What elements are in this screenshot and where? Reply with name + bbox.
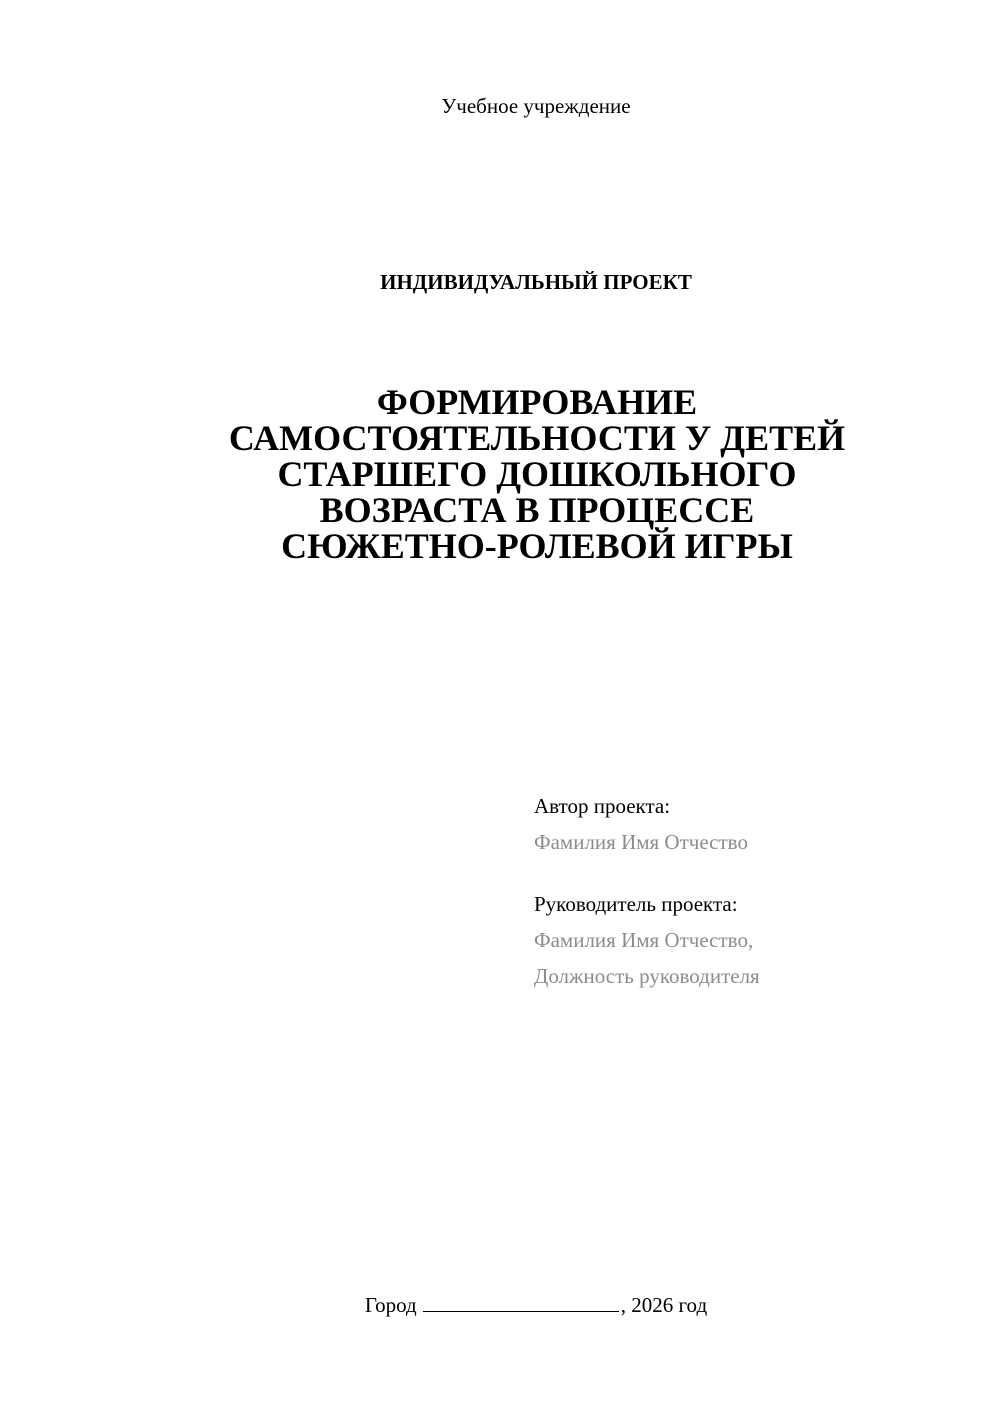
- project-title: [172, 384, 902, 564]
- credits-block: [534, 788, 974, 994]
- supervisor-label: Руководитель проекта:: [534, 892, 738, 916]
- city-year-line: [0, 1290, 1000, 1320]
- title-line: САМОСТОЯТЕЛЬНОСТИ У ДЕТЕЙ: [228, 418, 846, 458]
- city-label: Город: [364, 1293, 417, 1317]
- spacer: [534, 860, 974, 886]
- author-name-placeholder: Фамилия Имя Отчество: [534, 830, 748, 854]
- document-type: ИНДИВИДУАЛЬНЫЙ ПРОЕКТ: [380, 270, 692, 294]
- city-blank-line: [423, 1291, 619, 1312]
- title-line: ВОЗРАСТА В ПРОЦЕССЕ: [319, 490, 755, 530]
- supervisor-name-placeholder: Фамилия Имя Отчество,: [534, 928, 754, 952]
- supervisor-position-placeholder: Должность руководителя: [534, 964, 760, 988]
- title-line: СЮЖЕТНО-РОЛЕВОЙ ИГРЫ: [281, 526, 793, 566]
- title-line: СТАРШЕГО ДОШКОЛЬНОГО: [277, 454, 797, 494]
- author-label: Автор проекта:: [534, 794, 671, 818]
- year-text: , 2026 год: [620, 1293, 708, 1317]
- title-line: ФОРМИРОВАНИЕ: [376, 382, 698, 422]
- institution-name: Учебное учреждение: [441, 94, 631, 118]
